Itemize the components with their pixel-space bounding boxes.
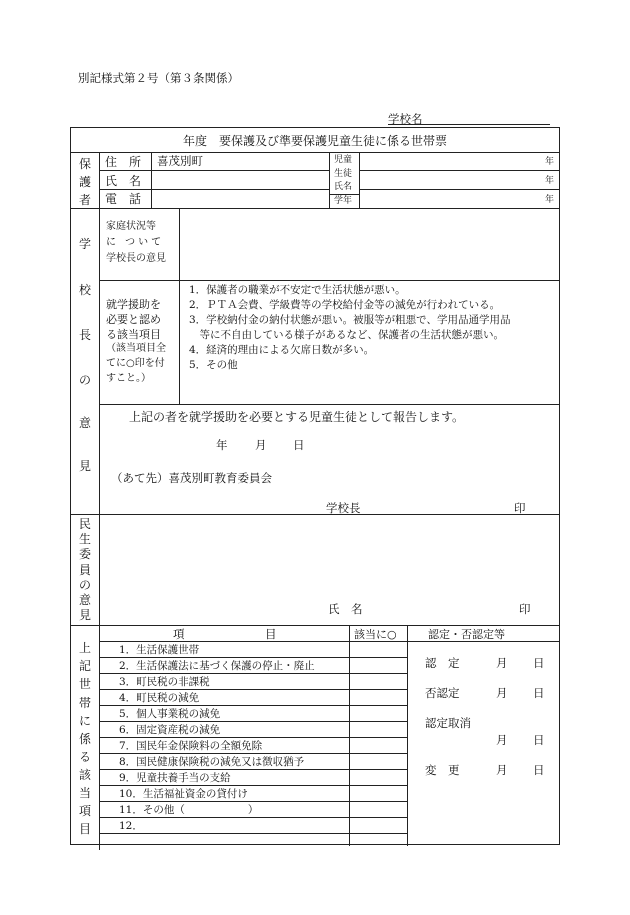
phone-field[interactable] (157, 191, 325, 206)
reason-item[interactable]: 3．学校納付金の納付状態が悪い。被服等が粗悪で、学用品通学用品 (189, 314, 511, 326)
cert-day: 日 (533, 733, 545, 747)
reason-item[interactable]: 5．その他 (189, 359, 238, 371)
table-row[interactable]: 3．町民税の非課税 (119, 676, 210, 688)
cert-month: 月 (496, 763, 508, 777)
table-row[interactable]: 4．町民税の減免 (119, 692, 200, 704)
table-row[interactable]: 6．固定資産税の減免 (119, 724, 221, 736)
reason-item[interactable]: 4．経済的理由による欠席日数が多い。 (189, 344, 375, 356)
cert-day: 日 (533, 656, 545, 670)
principal-signature-field[interactable] (367, 500, 507, 514)
reason-item[interactable]: 1．保護者の職業が不安定で生活状態が悪い。 (189, 284, 406, 296)
seal-mark: 印 (519, 602, 531, 616)
phone-label: 電 話 (105, 192, 142, 206)
address-label: 住 所 (105, 155, 142, 169)
cert-label: 否認定 (425, 686, 460, 700)
reason-item[interactable]: 2．ＰＴＡ会費、学級費等の学校給付金等の滅免が行われている。 (189, 299, 501, 311)
form-title: 年度 要保護及び準要保護児童生徒に係る世帯票 (182, 134, 447, 148)
cert-label: 認 定 (425, 656, 460, 670)
form-label: 別記様式第２号（第３条関係） (78, 71, 239, 85)
student-name-field-2[interactable] (363, 172, 513, 186)
grade-label: 学年 (334, 196, 353, 206)
cert-month: 月 (496, 686, 508, 700)
report-statement: 上記の者を就学援助を必要とする児童生徒として報告します。 (129, 410, 465, 424)
table-row[interactable]: 5．個人事業税の減免 (119, 708, 221, 720)
table-row[interactable]: 11．その他（ ） (119, 804, 259, 816)
items-column-header: 目 (265, 627, 277, 641)
table-row[interactable]: 2．生活保護法に基づく保護の停止・廃止 (119, 660, 315, 672)
table-row[interactable]: 7．国民年金保険料の全額免除 (119, 740, 263, 752)
date-month-label: 月 (255, 438, 267, 452)
school-name-label: 学校名 (388, 112, 423, 126)
date-day-label: 日 (293, 438, 305, 452)
student-name-field-3[interactable] (363, 191, 513, 205)
household-form-table: 年度 要保護及び準要保護児童生徒に係る世帯票 保 護 者 住 所 喜茂別町 氏 名 電 話 児童 生徒 氏名 学年 年 年 年 学 校 長 の 意 見 家庭状況等 に ついて 学校長の意見 就学援助を 必要と認め る該当項目 （該当項目全 てに○印を付 すこと。） 1．保護者の職業が不安定で生活状態が悪い。 2．ＰＴＡ会費、学級費等の学校給付金等の滅免が行われている。 3．学校納付金の納付状態が悪い。被服等が粗悪で、学用品通学用品 等に不自由している様子があるなど、保護者の生活状態が悪い。 4．経済的理由による欠席日数が多い。 5．その他 上記の者を就学援助を必要とする児童生徒として報告します。 年 月 日 （あて先）喜茂別町教育委員会 学校長 印 民 生 委 員 の 意 見 氏 名 印 上 記 世 帯 に 係 る 該 当 項 目 項 目 該当に○ 認定・否認定等 1．生活保護世帯 2．生活保護法に基づく保護の停止・廃止 3．町民税の非課税 4．町民税の減免 5．個人事業税の減免 6．固定資産税の減免 7．国民年金保険料の全額免除 8．国民健康保険税の減免又は徴収猶予 9．児童扶養手当の支給 10．生活福祉資金の貸付け 11．その他（ ） 12． 認 定 月 日 否認定 月 日 認定取消 月 日 変 更 月 日 (70, 127, 560, 845)
student-name-field-1[interactable] (363, 154, 513, 168)
cert-label: 変 更 (425, 763, 460, 777)
items-column-header: 項 (173, 627, 185, 641)
name-label: 氏 名 (105, 174, 142, 188)
table-row[interactable]: 12． (119, 820, 143, 832)
welfare-name-field[interactable] (369, 601, 509, 615)
welfare-name-label: 氏 名 (328, 602, 363, 616)
family-status-field[interactable] (185, 214, 553, 276)
cert-column-header: 認定・否認定等 (428, 628, 505, 641)
grade-unit: 年 (545, 157, 555, 167)
addressee: （あて先）喜茂別町教育委員会 (111, 471, 272, 485)
cert-label: 認定取消 (425, 716, 471, 730)
grade-unit: 年 (545, 195, 555, 205)
table-row[interactable]: 1．生活保護世帯 (119, 644, 200, 656)
cert-month: 月 (496, 656, 508, 670)
school-name-field[interactable] (388, 124, 550, 125)
cert-month: 月 (496, 733, 508, 747)
welfare-opinion-field[interactable] (107, 520, 553, 590)
principal-signature-label: 学校長 (326, 501, 361, 515)
cert-day: 日 (533, 763, 545, 777)
grade-unit: 年 (545, 176, 555, 186)
date-year-label: 年 (216, 438, 228, 452)
seal-mark: 印 (514, 501, 526, 515)
reason-item: 等に不自由している様子があるなど、保護者の生活状態が悪い。 (189, 329, 504, 341)
address-field[interactable]: 喜茂別町 (157, 154, 203, 168)
table-row[interactable]: 10．生活福祉資金の貸付け (119, 788, 248, 800)
table-row[interactable]: 9．児童扶養手当の支給 (119, 772, 231, 784)
check-column-header: 該当に○ (354, 628, 397, 641)
table-row[interactable]: 8．国民健康保険税の減免又は徴収猶予 (119, 756, 305, 768)
guardian-name-field[interactable] (157, 172, 325, 187)
cert-day: 日 (533, 686, 545, 700)
